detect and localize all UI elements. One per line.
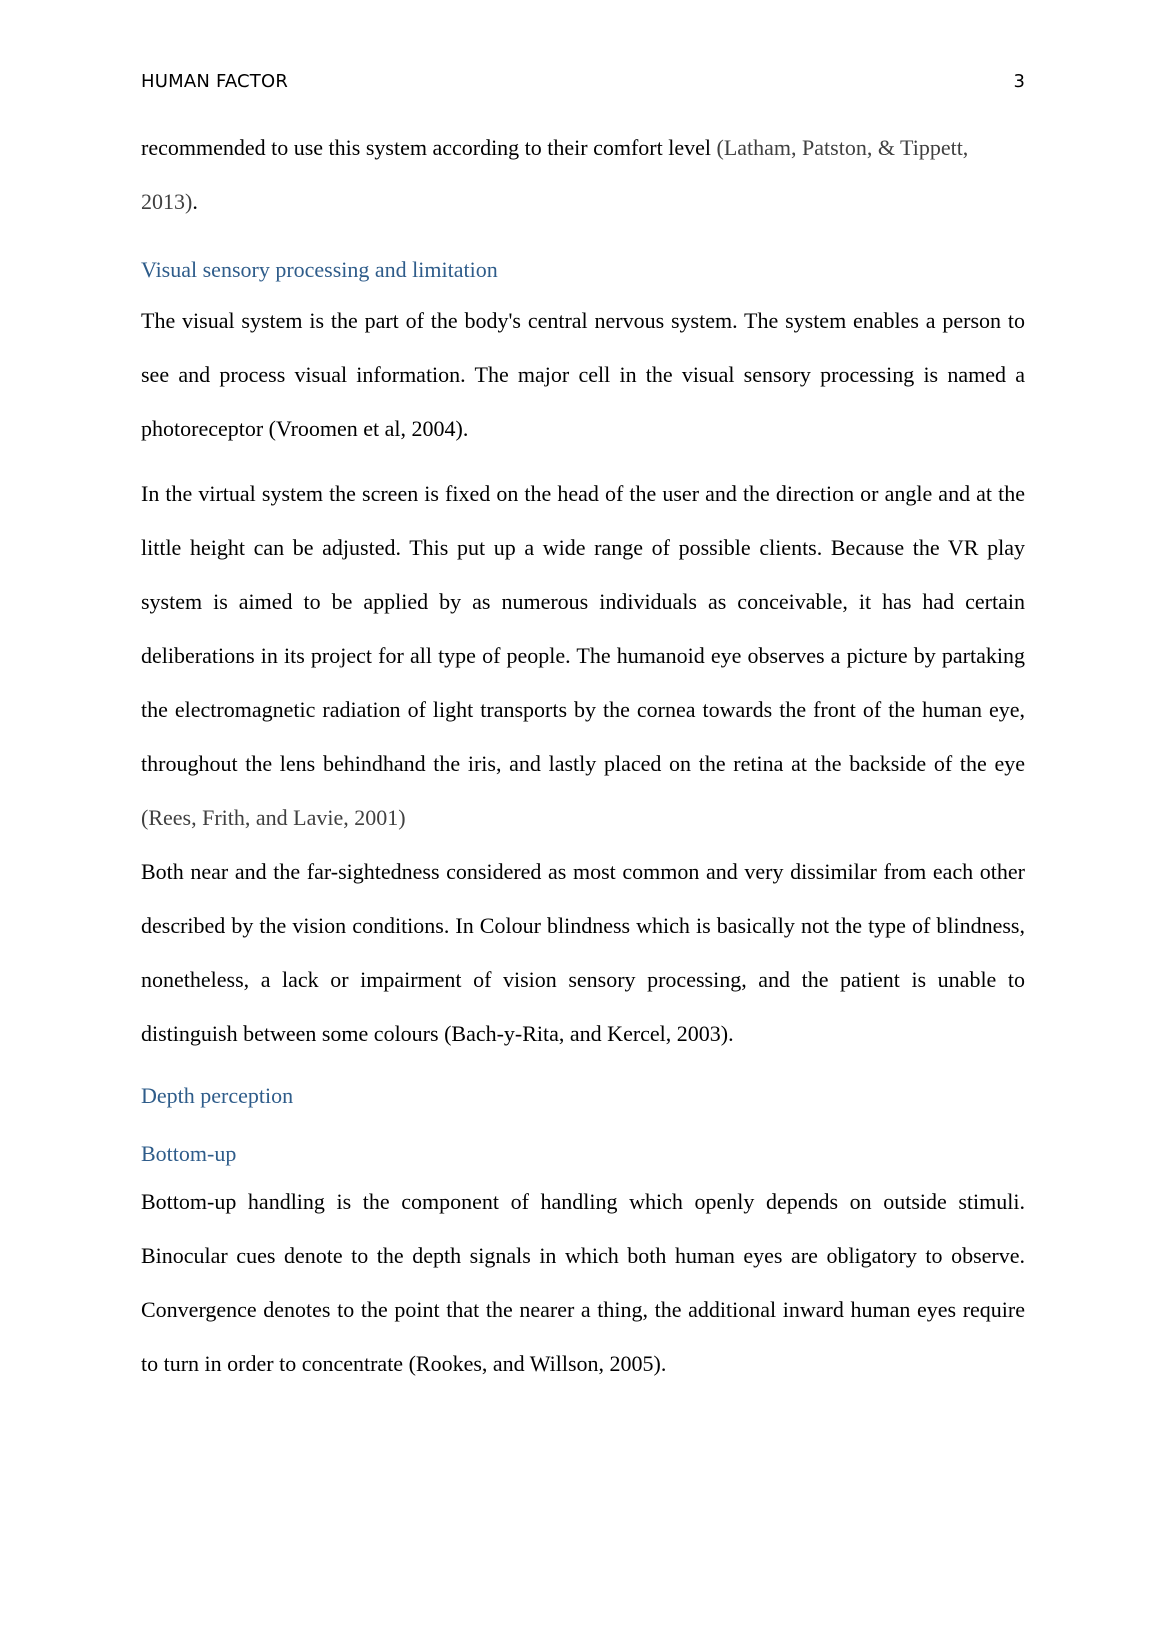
paragraph-virtual-system bbox=[141, 467, 1025, 845]
subsection-heading-bottom-up: Bottom-up bbox=[141, 1141, 237, 1166]
section-heading-depth-perception: Depth perception bbox=[141, 1083, 294, 1108]
paragraph-tail: . bbox=[192, 189, 198, 214]
paragraph-visual-system: The visual system is the part of the body's central nervous system. The system enables a person to see and process visual information. The major cell in the visual sensory processing is named a photoreceptor (Vroomen et al, 2004). bbox=[141, 308, 1025, 441]
paragraph-text: In the virtual system the screen is fixed on the head of the user and the direction or angle and at the little height can be adjusted. This put up a wide range of possible clients. Because the VR play system is aimed to be applied by as numerous individuals as conceivable, it has had certain deliberations in its project for all type of people. The humanoid eye observes a picture by partaking the electromagnetic radiation of light transports by the cornea towards the front of the human eye, throughout the lens behindhand the iris, and lastly placed on the retina at the backside of the eye bbox=[141, 481, 1025, 776]
citation: (Rees, Frith, and Lavie, 2001) bbox=[141, 805, 406, 830]
paragraph-bottom-up: Bottom-up handling is the component of handling which openly depends on outside stimuli. Binocular cues denote to the depth signals in which both human eyes are obligatory to observe. Convergence denotes to the point that the nearer a thing, the additional inward human eyes require to turn in order to concentrate (Rookes, and Willson, 2005). bbox=[141, 1189, 1025, 1376]
citation: (Latham, Patston, & Tippett, 2013) bbox=[141, 135, 969, 214]
section-heading-visual-sensory: Visual sensory processing and limitation bbox=[141, 257, 498, 282]
page-number: 3 bbox=[1013, 71, 1025, 92]
paragraph-text: recommended to use this system according to their comfort level bbox=[141, 135, 717, 160]
paragraph-intro-continuation bbox=[141, 121, 1025, 229]
running-header-title: HUMAN FACTOR bbox=[141, 71, 289, 92]
paragraph-sightedness: Both near and the far-sightedness considered as most common and very dissimilar from each other described by the vision conditions. In Colour blindness which is basically not the type of blindness, nonetheless, a lack or impairment of vision sensory processing, and the patient is unable to distinguish between some colours (Bach-y-Rita, and Kercel, 2003). bbox=[141, 859, 1025, 1046]
